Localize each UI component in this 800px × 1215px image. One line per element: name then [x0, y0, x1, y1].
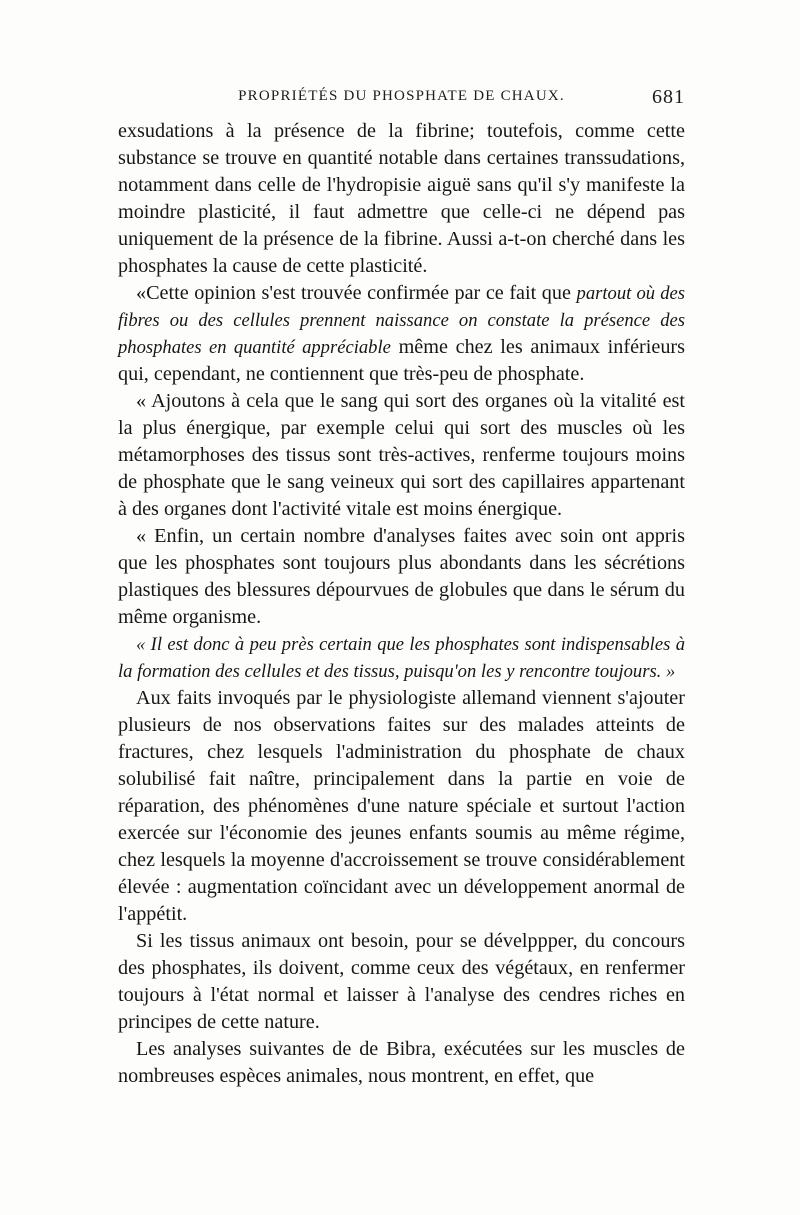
- body-text: [118, 118, 685, 1090]
- paragraph-les-analyses: Les analyses suivantes de de Bibra, exécutées sur les muscles de nombreuses espèces animales, nous montrent, en effet, que: [118, 1038, 685, 1087]
- paragraph-aux-faits: Aux faits invoqués par le physiologiste allemand viennent s'ajouter plusieurs de nos observations faites sur des malades atteints de fractures, chez lesquels l'administration du phosphate de chaux solubilisé fait naître, principalement dans la partie en voie de réparation, des phénomènes d'une nature spéciale et surtout l'action exercée sur l'économie des jeunes enfants soumis au même régime, chez lesquels la moyenne d'accroissement se trouve considérablement élevée : augmentation coïncidant avec un développement anormal de l'appétit.: [118, 687, 685, 925]
- paragraph-exsudations: exsudations à la présence de la fibrine; toutefois, comme cette substance se trouve en quantité notable dans certaines transsudations, notamment dans celle de l'hydropisie aiguë sans qu'il s'y manifeste la moindre plasticité, il faut admettre que celle-ci ne dépend pas uniquement de la présence de la fibrine. Aussi a-t-on cherché dans les phosphates la cause de cette plasticité.: [118, 120, 685, 277]
- page-number: 681: [652, 86, 685, 108]
- running-header: [118, 88, 685, 114]
- paragraph-cette-opinion-italic: partout où des fibres ou des cellules prennent naissance on constate la présence des phosphates en quantité appréciable: [118, 283, 686, 358]
- paragraph-il-est-donc: « Il est donc à peu près certain que les phosphates sont indispensables à la formation des cellules et des tissus, puisqu'on les y rencontre toujours. »: [118, 634, 685, 682]
- paragraph-cette-opinion-end: même chez les animaux inférieurs qui, cependant, ne contiennent que très-peu de phosphate.: [118, 336, 685, 385]
- paragraph-cette-opinion: [118, 280, 685, 388]
- paragraph-cette-opinion-start: «Cette opinion s'est trouvée confirmée par ce fait que: [136, 282, 577, 304]
- running-title: PROPRIÉTÉS DU PHOSPHATE DE CHAUX.: [238, 88, 565, 104]
- paragraph-ajoutons: « Ajoutons à cela que le sang qui sort des organes où la vitalité est la plus énergique, par exemple celui qui sort des muscles où les métamorphoses des tissus sont très-actives, renferme toujours moins de phosphate que le sang veineux qui sort des capillaires appartenant à des organes dont l'activité vitale est moins énergique.: [118, 390, 685, 520]
- paragraph-si-les-tissus: Si les tissus animaux ont besoin, pour se dévelppper, du concours des phosphates, ils doivent, comme ceux des végétaux, en renfermer toujours à l'état normal et laisser à l'analyse des cendres riches en principes de cette nature.: [118, 930, 685, 1033]
- paragraph-enfin: « Enfin, un certain nombre d'analyses faites avec soin ont appris que les phosphates sont toujours plus abondants dans les sécrétions plastiques des blessures dépourvues de globules que dans le sérum du même organisme.: [118, 525, 685, 628]
